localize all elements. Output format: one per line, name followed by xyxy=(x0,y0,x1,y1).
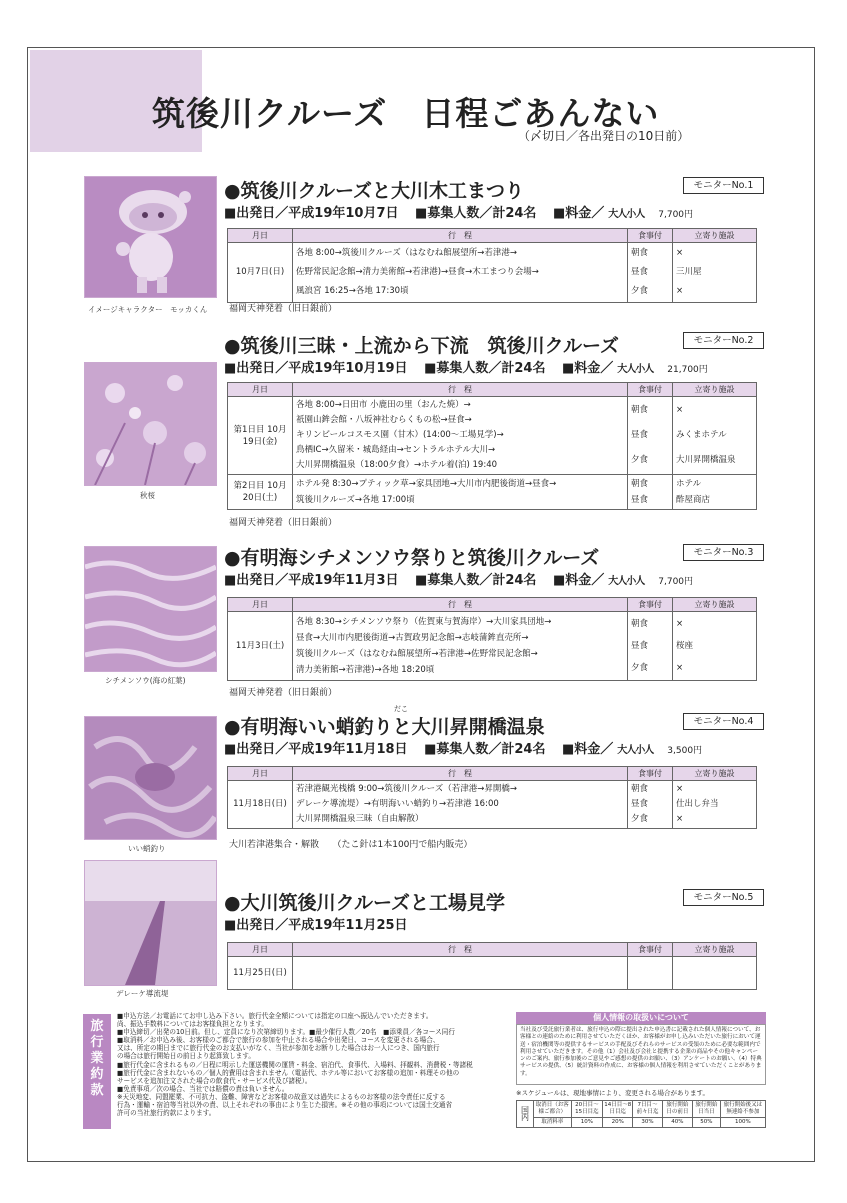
stop: 三川屋 xyxy=(676,267,702,277)
privacy-section xyxy=(516,1012,766,1128)
tour-note: 大川若津港集合・解散 （たこ針は1本100円で船内販売） xyxy=(229,840,473,850)
photo-caption: シチメンソウ(海の紅葉) xyxy=(105,676,186,685)
terms-line: ■旅行代金に含まれるもの／日程に明示した運送機関の運賃・料金、宿泊代、食事代、入場料、拝観料、消費税・等諸税 xyxy=(117,1060,473,1069)
meal: 朝食 xyxy=(631,784,649,794)
itinerary-line: 佐野常民記念館→清力美術館→若津港)→昼食→木工まつり会場→ xyxy=(296,267,539,277)
terms-line: サービスを追加注文された場合の飲食代・サービス代及び諸税）。 xyxy=(117,1076,312,1085)
cxl-rate: 20% xyxy=(603,1118,633,1128)
tour-note: 福岡天神発着（旧日銀前） xyxy=(229,518,338,528)
stop: 仕出し弁当 xyxy=(676,799,719,809)
tour-3-photo xyxy=(84,546,217,672)
col-meal: 食事付 xyxy=(628,598,673,612)
stop: 大川昇開橋温泉 xyxy=(676,455,736,465)
terms-line: ■免責事項／次の場合、当社では賠償の責は負いません。 xyxy=(117,1084,289,1093)
meal-cell xyxy=(628,781,673,829)
meal: 昼食 xyxy=(631,641,649,651)
itinerary-line: 昼食→大川市内肥後街道→古賀政男記念館→志岐蒲鉾直売所→ xyxy=(296,633,529,643)
mascot-image xyxy=(85,177,216,297)
photo-caption: デレーケ導流堤 xyxy=(116,989,169,998)
meal: 朝食 xyxy=(631,619,649,629)
itinerary-line: 清力美術館→若津港)→各地 18:20頃 xyxy=(296,665,435,675)
capacity: ■募集人数／計24名 xyxy=(424,742,546,757)
table-row xyxy=(228,612,757,681)
departure-date: ■出発日／平成19年11月18日 xyxy=(224,742,408,757)
itinerary-line: キリンビールコスモス園（甘木）(14:00～工場見学)→ xyxy=(296,430,504,440)
tour-5 xyxy=(220,888,768,998)
meal: 昼食 xyxy=(631,430,649,440)
terms-line: ■取消料／お申込み後、お客様のご都合で旅行の参加を中止される場合や出発日、コースを変更される場合、 xyxy=(117,1036,440,1045)
terms-line: 行為・運輸・宿泊等当社以外の責、以上それぞれの事由により生じた損害。※その他の事項については国土交通省 xyxy=(117,1101,453,1110)
meal: 昼食 xyxy=(631,267,649,277)
schedule-note: ※スケジュールは、現地事情により、変更される場合があります。 xyxy=(516,1089,710,1097)
stop-cell xyxy=(673,957,757,990)
cxl-rate: 10% xyxy=(571,1118,603,1128)
cxl-rate: 30% xyxy=(633,1118,662,1128)
col-meal: 食事付 xyxy=(628,767,673,781)
itinerary-line: 風浪宮 16:25→各地 17:30頃 xyxy=(296,286,409,296)
meal: 夕食 xyxy=(631,814,649,824)
meal: 昼食 xyxy=(631,799,649,809)
col-stop: 立寄り施設 xyxy=(673,383,757,397)
col-meal: 食事付 xyxy=(628,383,673,397)
price-people: 大人小人 xyxy=(617,745,654,756)
dike-image xyxy=(85,861,216,985)
col-date: 月日 xyxy=(228,767,293,781)
terms-line: ※天災地変、同盟罷業、不可抗力、盗難、障害などお客様の故意又は過失によるものお客様の法令責任に反する xyxy=(117,1092,446,1101)
tour-4 xyxy=(220,705,768,852)
meal-cell xyxy=(628,475,673,510)
page-subtitle: （〆切日／各出発日の10日前） xyxy=(518,129,690,143)
itinerary-line: 祇園山鉾会館・八坂神社むらくもの松→昼食→ xyxy=(296,415,472,425)
terms-line: ■申込締切／出発の10日前。但し、定員になり次第締切ります。■最少催行人数／20名 ■添乗員／各コース同行 xyxy=(117,1028,455,1037)
stop-cell xyxy=(673,397,757,475)
capacity: ■募集人数／計24名 xyxy=(415,206,537,221)
itinerary-line: 鳥栖IC→久留米・城島経由→セントラルホテル大川→ xyxy=(296,445,496,455)
monitor-badge: モニターNo.1 xyxy=(683,177,764,194)
cxl-rate: 40% xyxy=(662,1118,692,1128)
col-date: 月日 xyxy=(228,229,293,243)
meal-cell xyxy=(628,612,673,681)
terms-line: 許可の当社旅行約款によります。 xyxy=(117,1109,216,1118)
tour-note: 福岡天神発着（旧日銀前） xyxy=(229,688,338,698)
col-itinerary: 行 程 xyxy=(293,383,628,397)
monitor-badge: モニターNo.3 xyxy=(683,544,764,561)
cxl-region: 国内 xyxy=(517,1101,534,1128)
meal: 夕食 xyxy=(631,663,649,673)
stop: × xyxy=(676,405,684,415)
cxl-header: 旅行開始後又は無連絡不参加 xyxy=(720,1101,765,1118)
schedule-table xyxy=(227,942,757,990)
photo-caption: いい蛸釣り xyxy=(128,844,166,853)
tour-title: ●大川筑後川クルーズと工場見学 xyxy=(224,892,506,914)
itinerary-line: 大川昇開橋温泉（18:00夕食）→ホテル着(泊) 19:40 xyxy=(296,460,498,470)
col-stop: 立寄り施設 xyxy=(673,943,757,957)
itinerary-line: 筑後川クルーズ（はなむね館展望所→若津港→佐野常民記念館→ xyxy=(296,649,538,659)
table-row xyxy=(228,957,757,990)
table-row xyxy=(228,475,757,510)
stop-cell xyxy=(673,243,757,303)
itinerary-line: デレーケ導流堤）→有明海いい蛸釣り→若津港 16:00 xyxy=(296,799,499,809)
col-date: 月日 xyxy=(228,943,293,957)
tour-meta xyxy=(224,357,720,376)
meal-cell xyxy=(628,957,673,990)
stop: × xyxy=(676,619,684,629)
tour-title: ●有明海いい蛸釣りと大川昇開橋温泉 xyxy=(224,716,545,738)
terms-line: ■申込方法／お電話にてお申し込み下さい。旅行代金全額については指定の口座へ振込んでいただきます。 xyxy=(117,1012,433,1020)
col-stop: 立寄り施設 xyxy=(673,229,757,243)
terms-line: の場合は旅行開始日の前日より起算致します。 xyxy=(117,1052,255,1061)
day-date: 第2日目 10月20日(土) xyxy=(228,475,293,510)
stop-cell xyxy=(673,612,757,681)
col-stop: 立寄り施設 xyxy=(673,598,757,612)
price-value: 7,700円 xyxy=(658,210,694,220)
col-stop: 立寄り施設 xyxy=(673,767,757,781)
octopus-image xyxy=(85,717,216,839)
itinerary-line: ホテル発 8:30→プティック草→家具団地→大川市内肥後街道→昼食→ xyxy=(296,479,557,489)
privacy-heading: 個人情報の取扱いについて xyxy=(516,1012,766,1024)
meal: 夕食 xyxy=(631,286,649,296)
title-ruby: だこ xyxy=(394,705,408,713)
price-people: 大人小人 xyxy=(608,209,645,220)
table-row xyxy=(228,781,757,829)
cxl-header: 20日目～15日目迄 xyxy=(571,1101,603,1118)
meal: 昼食 xyxy=(631,495,649,505)
tour-title: ●筑後川クルーズと大川木工まつり xyxy=(224,180,525,202)
itinerary-line: 各地 8:00→筑後川クルーズ（はなむね館展望所→若津港→ xyxy=(296,248,517,258)
itinerary-cell xyxy=(293,612,628,681)
tour-meta xyxy=(224,202,705,221)
price-value: 3,500円 xyxy=(667,746,703,756)
tour-title: ●有明海シチメンソウ祭りと筑後川クルーズ xyxy=(224,547,600,569)
stop: × xyxy=(676,784,684,794)
day-date: 11月3日(土) xyxy=(228,612,293,681)
schedule-table xyxy=(227,597,757,681)
meal-cell xyxy=(628,397,673,475)
col-itinerary: 行 程 xyxy=(293,598,628,612)
cxl-row-label: 取消料率 xyxy=(534,1118,572,1128)
price-people: 大人小人 xyxy=(617,364,654,375)
col-meal: 食事付 xyxy=(628,943,673,957)
tour-3 xyxy=(220,543,768,703)
col-meal: 食事付 xyxy=(628,229,673,243)
day-date: 第1日目 10月19日(金) xyxy=(228,397,293,475)
stop: × xyxy=(676,286,684,296)
terms-line: 又は、所定の期日までに旅行代金のお支払いがなく、当社が参加をお断りした場合はお一人につき、国内旅行 xyxy=(117,1044,440,1053)
photo-caption: 秋桜 xyxy=(140,491,155,500)
capacity: ■募集人数／計24名 xyxy=(415,573,537,588)
price-label: ■料金／ xyxy=(562,361,614,376)
cxl-rate: 100% xyxy=(720,1118,765,1128)
itinerary-cell xyxy=(293,475,628,510)
price-people: 大人小人 xyxy=(608,576,645,587)
cxl-header: 14日目～8日目迄 xyxy=(603,1101,633,1118)
stop: 酢屋商店 xyxy=(676,495,711,505)
col-date: 月日 xyxy=(228,383,293,397)
itinerary-cell xyxy=(293,781,628,829)
schedule-table xyxy=(227,228,757,303)
price-label: ■料金／ xyxy=(552,206,605,221)
schedule-table xyxy=(227,382,757,510)
terms-line: 尚、振込手数料についてはお客様負担となります。 xyxy=(117,1020,268,1029)
cxl-header: 旅行開始日の前日 xyxy=(662,1101,692,1118)
col-itinerary: 行 程 xyxy=(293,943,628,957)
schedule-table xyxy=(227,766,757,829)
day-date: 11月25日(日) xyxy=(228,957,293,990)
stop: × xyxy=(676,814,684,824)
tour-meta xyxy=(224,738,714,757)
monitor-badge: モニターNo.2 xyxy=(683,332,764,349)
stop: みくまホテル xyxy=(676,430,727,440)
cxl-header: 取消日（お客様ご都合） xyxy=(534,1101,572,1118)
terms-line: ■旅行代金に含まれないもの／個人的費用は含まれません（電話代、ホテル等においてお客様の追加・料理その他の xyxy=(117,1068,460,1077)
itinerary-cell xyxy=(293,243,628,303)
terms-text xyxy=(117,1012,511,1117)
cosmos-image xyxy=(85,363,216,485)
col-itinerary: 行 程 xyxy=(293,229,628,243)
capacity: ■募集人数／計24名 xyxy=(424,361,546,376)
itinerary-line: 若津港観光桟橋 9:00→筑後川クルーズ（若津港→昇開橋→ xyxy=(296,784,517,794)
price-value: 21,700円 xyxy=(667,365,708,375)
tour-title: ●筑後川三昧・上流から下流 筑後川クルーズ xyxy=(224,335,620,357)
stop: 桜座 xyxy=(676,641,694,651)
table-row xyxy=(228,397,757,475)
meal: 夕食 xyxy=(631,455,649,465)
stop: × xyxy=(676,248,684,258)
meal: 朝食 xyxy=(631,405,649,415)
photo-caption: イメージキャラクター モッカくん xyxy=(88,305,208,314)
tour-note: 福岡天神発着（旧日銀前） xyxy=(229,304,338,314)
cancellation-table xyxy=(516,1100,766,1128)
itinerary-cell xyxy=(293,397,628,475)
departure-date: ■出発日／平成19年10月7日 xyxy=(224,206,399,221)
meal: 朝食 xyxy=(631,479,649,489)
itinerary-line: 各地 8:30→シチメンソウ祭り（佐賀東与賀海岸）→大川家具団地→ xyxy=(296,617,552,627)
tour-2 xyxy=(220,331,768,531)
itinerary-line: 各地 8:00→日田市 小鹿田の里（おんた焼）→ xyxy=(296,400,471,410)
day-date: 11月18日(日) xyxy=(228,781,293,829)
day-date: 10月7日(日) xyxy=(228,243,293,303)
departure-date: ■出発日／平成19年11月25日 xyxy=(224,918,408,933)
tour-1 xyxy=(220,176,768,316)
stop: ホテル xyxy=(676,479,702,489)
price-label: ■料金／ xyxy=(562,742,614,757)
stop-cell xyxy=(673,475,757,510)
meal: 朝食 xyxy=(631,248,649,258)
tour-5-photo xyxy=(84,860,217,986)
price-label: ■料金／ xyxy=(552,573,605,588)
monitor-badge: モニターNo.4 xyxy=(683,713,764,730)
col-itinerary: 行 程 xyxy=(293,767,628,781)
terms-label xyxy=(83,1014,111,1129)
table-row xyxy=(228,243,757,303)
departure-date: ■出発日／平成19年11月3日 xyxy=(224,573,399,588)
tour-2-photo xyxy=(84,362,217,486)
tour-meta xyxy=(224,569,705,588)
itinerary-cell xyxy=(293,957,628,990)
tour-1-photo xyxy=(84,176,217,298)
cxl-header: 旅行開始日当日 xyxy=(693,1101,721,1118)
price-value: 7,700円 xyxy=(658,577,694,587)
departure-date: ■出発日／平成19年10月19日 xyxy=(224,361,408,376)
terms-label-text: 旅行業約款 xyxy=(90,1019,104,1098)
stop: × xyxy=(676,663,684,673)
tour-4-photo xyxy=(84,716,217,840)
page-title: 筑後川クルーズ 日程ごあんない xyxy=(152,94,660,133)
monitor-badge: モニターNo.5 xyxy=(683,889,764,906)
tour-meta xyxy=(224,914,420,933)
cxl-rate: 50% xyxy=(693,1118,721,1128)
privacy-body: 当社及び受託旅行業者は、旅行申込の際に提出された申込書に記載された個人情報について、お客様との連絡のために利用させていただくほか、お客様がお申し込みいただいた旅行において運送・宿泊機関等の提供するサービスの手配及びそれらのサービスの受領のために必要な範囲内で利用させていただきます。その他（1）会社及び会社と提携する企業の商品やその他キャンペーンのご案内、旅行参加後のご意見やご感想の提供のお願い、（3）アンケートのお願い、（4）特典サービスの提供、（5）統計資料の作成に、お客様の個人情報を利用させていただくことがあります。 xyxy=(516,1024,766,1085)
meal-cell xyxy=(628,243,673,303)
itinerary-line: 大川昇開橋温泉三昧（自由解散） xyxy=(296,814,424,824)
itinerary-line: 筑後川クルーズ→各地 17:00頃 xyxy=(296,495,415,505)
cxl-header: 7日目～前々日迄 xyxy=(633,1101,662,1118)
stop-cell xyxy=(673,781,757,829)
shichimensou-image xyxy=(85,547,216,671)
col-date: 月日 xyxy=(228,598,293,612)
